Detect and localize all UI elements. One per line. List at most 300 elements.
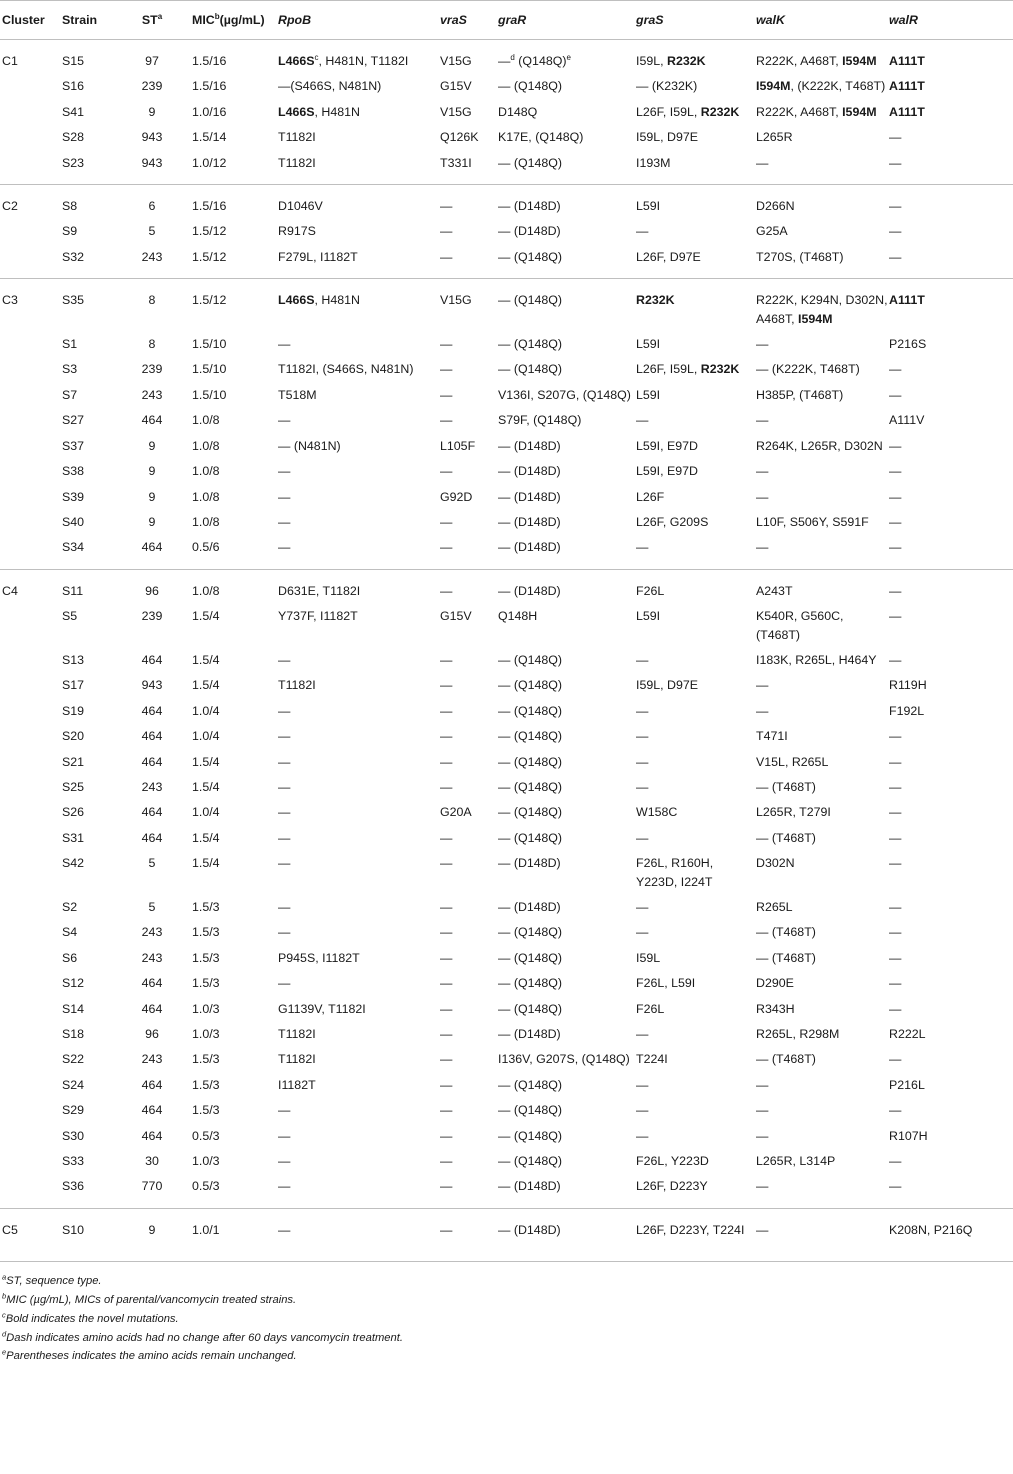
- cell-grar: — (D148D): [498, 438, 561, 453]
- cell-gras: —: [636, 900, 649, 914]
- table-row: [0, 482, 1013, 507]
- table-row: [0, 645, 1013, 670]
- cell-strain: S27: [62, 413, 85, 428]
- cell-grar: Q148H: [498, 609, 538, 624]
- cell-mic: 1.5/3: [192, 900, 220, 914]
- cell-gras: L26F: [636, 489, 665, 504]
- cell-rpob: T518M: [278, 387, 317, 402]
- cell-vras: —: [440, 976, 453, 991]
- cell-rpob: —(S466S, N481N): [278, 79, 382, 94]
- cell-walr: A111T: [889, 104, 925, 119]
- cell-mic: 1.5/14: [192, 130, 227, 145]
- cell-grar: — (D148D): [498, 540, 561, 555]
- cell-walk: —: [756, 703, 769, 718]
- cell-rpob: P945S, I1182T: [278, 950, 360, 965]
- cell-walk: — (T468T): [756, 950, 816, 965]
- cell-strain: S1: [62, 337, 78, 352]
- cell-rpob: —: [278, 1103, 291, 1118]
- cell-walk: D302N: [756, 856, 795, 871]
- cell-cluster: [0, 747, 62, 772]
- cell-walr: —: [889, 805, 902, 820]
- cell-strain: S20: [62, 729, 85, 744]
- cell-strain: S11: [62, 569, 112, 601]
- cell-strain: S40: [62, 514, 85, 529]
- cell-grar: — (Q148Q): [498, 79, 563, 94]
- cell-mic: 1.0/12: [192, 155, 227, 170]
- cell-walk: R222K, A468T, I594M: [756, 54, 877, 68]
- cell-cluster: [0, 532, 62, 569]
- cell-gras: —: [636, 1103, 649, 1118]
- cell-walr: —: [889, 609, 902, 624]
- cell-st: 464: [141, 729, 163, 744]
- cell-vras: —: [440, 249, 453, 264]
- cell-grar: —$^d$ $(Q148Q)^e$: [498, 52, 571, 68]
- cell-rpob: L466S, H481N: [278, 279, 440, 329]
- cell-grar: — (Q148Q): [498, 652, 563, 667]
- cell-walk: —: [756, 337, 769, 352]
- cell-st: 5: [148, 224, 156, 239]
- cell-gras: F26L: [636, 1001, 665, 1016]
- cell-gras: —: [636, 703, 649, 718]
- cell-cluster: [0, 71, 62, 96]
- cell-mic: 1.5/3: [192, 925, 220, 940]
- cell-st: 9: [148, 489, 156, 504]
- cell-mic: 1.0/4: [192, 729, 220, 744]
- cell-cluster: [0, 122, 62, 147]
- cell-st: 30: [145, 1154, 159, 1169]
- table-row: [0, 696, 1013, 721]
- cell-vras: —: [440, 224, 453, 239]
- cell-gras: —: [636, 224, 649, 239]
- cell-rpob: Y737F, I1182T: [278, 609, 358, 624]
- cell-walk: —: [756, 678, 769, 693]
- cell-rpob: G1139V, T1182I: [278, 1001, 366, 1016]
- table-row: [0, 797, 1013, 822]
- cell-grar: — (Q148Q): [498, 703, 563, 718]
- cell-st: 243: [141, 950, 163, 965]
- cell-mic: 1.0/8: [192, 413, 220, 428]
- table-row: [0, 1019, 1013, 1044]
- cell-vras: —: [440, 1103, 453, 1118]
- cell-strain: S6: [62, 950, 78, 965]
- cell-strain: S33: [62, 1154, 85, 1169]
- cell-walr: —: [889, 830, 902, 845]
- table-row: [0, 1121, 1013, 1146]
- cell-cluster: [0, 380, 62, 405]
- cell-strain: S9: [62, 224, 78, 239]
- cell-walr: F192L: [889, 703, 925, 718]
- cell-vras: —: [440, 1208, 498, 1251]
- cell-cluster: [0, 97, 62, 122]
- cell-walk: A243T: [756, 569, 889, 601]
- cell-vras: —: [440, 703, 453, 718]
- cell-rpob: I1182T: [278, 1077, 316, 1092]
- cell-st: 464: [141, 1001, 163, 1016]
- cell-vras: V15G: [440, 54, 472, 68]
- table-row: [0, 772, 1013, 797]
- cell-rpob: —: [278, 337, 291, 352]
- cell-strain: S15: [62, 54, 85, 68]
- cell-walk: —: [756, 155, 769, 170]
- cell-walk: L10F, S506Y, S591F: [756, 514, 869, 529]
- header-grar: graR: [498, 1, 636, 40]
- cell-walk: —: [756, 540, 769, 555]
- cell-rpob: —: [278, 754, 291, 769]
- cell-walr: —: [889, 362, 902, 377]
- cell-walr: —: [889, 514, 902, 529]
- cell-mic: 1.5/3: [192, 1052, 220, 1067]
- cell-strain: S32: [62, 249, 85, 264]
- cell-gras: I59L, D97E: [636, 678, 698, 693]
- cell-vras: —: [440, 413, 453, 428]
- cell-gras: L26F, G209S: [636, 514, 709, 529]
- cell-rpob: —: [278, 976, 291, 991]
- cell-vras: Q126K: [440, 130, 479, 145]
- cell-st: 464: [141, 830, 163, 845]
- cell-walr: R222L: [889, 1027, 926, 1042]
- cell-grar: — (Q148Q): [498, 1128, 563, 1143]
- table-footnotes: [0, 1261, 1013, 1366]
- cell-strain: S42: [62, 856, 85, 871]
- cell-vras: —: [440, 652, 453, 667]
- cell-mic: 1.0/3: [192, 1027, 220, 1042]
- cell-st: 239: [141, 79, 163, 94]
- cell-gras: I193M: [636, 155, 671, 170]
- cell-walk: V15L, R265L: [756, 754, 829, 769]
- cell-cluster: [0, 1146, 62, 1171]
- cell-st: 243: [141, 779, 163, 794]
- cell-strain: S16: [62, 79, 85, 94]
- cell-cluster: [0, 1070, 62, 1095]
- cell-strain: S34: [62, 540, 85, 555]
- cell-walk: T471I: [756, 729, 788, 744]
- cell-walk: —: [756, 1208, 889, 1251]
- table-row: [0, 1208, 1013, 1251]
- cell-grar: — (Q148Q): [498, 362, 563, 377]
- cell-strain: S7: [62, 387, 78, 402]
- cell-walk: — (T468T): [756, 830, 816, 845]
- cell-cluster: [0, 216, 62, 241]
- cell-rpob: —: [278, 729, 291, 744]
- cell-walr: P216S: [889, 337, 927, 352]
- cell-cluster: [0, 848, 62, 892]
- cell-walk: —: [756, 1077, 769, 1092]
- table-body: [0, 40, 1013, 1252]
- cell-st: 6: [112, 185, 192, 217]
- cell-walr: —: [889, 130, 902, 145]
- cell-st: 9: [148, 464, 156, 479]
- table-row: [0, 968, 1013, 993]
- header-cluster: Cluster: [0, 1, 62, 40]
- cell-st: 243: [141, 925, 163, 940]
- cell-rpob: — (N481N): [278, 438, 341, 453]
- table-row: [0, 148, 1013, 185]
- cell-grar: — (Q148Q): [498, 925, 563, 940]
- cell-mic: 1.5/4: [192, 754, 220, 769]
- table-row: [0, 1095, 1013, 1120]
- cell-cluster: [0, 482, 62, 507]
- cell-vras: —: [440, 925, 453, 940]
- cell-grar: — (Q148Q): [498, 830, 563, 845]
- cell-walr: —: [889, 925, 902, 940]
- cell-walr: —: [889, 729, 902, 744]
- cell-strain: S38: [62, 464, 85, 479]
- cell-cluster: [0, 1019, 62, 1044]
- table-row: [0, 721, 1013, 746]
- cell-walr: A111T: [889, 279, 1013, 329]
- cell-cluster: C3: [0, 279, 62, 329]
- cell-grar: — (D148D): [498, 1027, 561, 1042]
- table-row: [0, 917, 1013, 942]
- cell-st: 96: [145, 1027, 159, 1042]
- cell-gras: L59I: [636, 337, 661, 352]
- cell-walk: —: [756, 464, 769, 479]
- cell-grar: I136V, G207S, (Q148Q): [498, 1052, 630, 1067]
- cell-mic: 1.5/4: [192, 830, 220, 845]
- cell-strain: S39: [62, 489, 85, 504]
- cell-st: 243: [141, 249, 163, 264]
- cell-grar: — (Q148Q): [498, 976, 563, 991]
- cell-mic: 1.0/8: [192, 569, 278, 601]
- cell-grar: — (D148D): [498, 224, 561, 239]
- cell-vras: —: [440, 1001, 453, 1016]
- cell-strain: S4: [62, 925, 78, 940]
- cell-walk: — (T468T): [756, 779, 816, 794]
- cell-vras: —: [440, 569, 498, 601]
- cell-gras: L59I: [636, 609, 661, 624]
- cell-strain: S10: [62, 1208, 112, 1251]
- table-row: [0, 532, 1013, 569]
- cell-rpob: —: [278, 464, 291, 479]
- cell-strain: S37: [62, 438, 85, 453]
- table-row: [0, 569, 1013, 601]
- cell-walr: A111T: [889, 79, 925, 94]
- cell-vras: —: [440, 678, 453, 693]
- cell-walk: H385P, (T468T): [756, 387, 844, 402]
- cell-walr: A111T: [889, 54, 925, 68]
- cell-rpob: D631E, T1182I: [278, 569, 440, 601]
- cell-vras: G15V: [440, 79, 472, 94]
- table-row: [0, 892, 1013, 917]
- cell-strain: S36: [62, 1179, 85, 1194]
- cell-cluster: [0, 823, 62, 848]
- cell-cluster: [0, 601, 62, 645]
- cell-rpob: —: [278, 856, 291, 871]
- cell-vras: —: [440, 729, 453, 744]
- cell-gras: I59L, R232K: [636, 54, 706, 68]
- cell-grar: — (D148D): [498, 185, 636, 217]
- cell-gras: —: [636, 1027, 649, 1042]
- cell-gras: —: [636, 754, 649, 769]
- table-row: [0, 329, 1013, 354]
- cell-vras: —: [440, 540, 453, 555]
- cell-rpob: L466S, H481N: [278, 104, 360, 119]
- cell-grar: — (Q148Q): [498, 678, 563, 693]
- cell-mic: 1.0/8: [192, 489, 220, 504]
- cell-mic: 0.5/3: [192, 1128, 220, 1143]
- cell-walk: —: [756, 489, 769, 504]
- cell-walr: —: [889, 249, 902, 264]
- cell-mic: 1.5/4: [192, 652, 220, 667]
- cell-st: 239: [141, 362, 163, 377]
- cell-vras: —: [440, 779, 453, 794]
- cell-walr: —: [889, 779, 902, 794]
- cell-vras: V15G: [440, 104, 472, 119]
- cell-gras: —: [636, 1077, 649, 1092]
- cell-walk: R222K, A468T, I594M: [756, 104, 877, 119]
- cell-st: 5: [148, 856, 156, 871]
- cell-walr: —: [889, 976, 902, 991]
- cell-walr: —: [889, 1001, 902, 1016]
- cell-rpob: —: [278, 779, 291, 794]
- cell-mic: 1.5/10: [192, 337, 227, 352]
- cell-gras: —: [636, 652, 649, 667]
- cell-rpob: —: [278, 703, 291, 718]
- table-row: [0, 507, 1013, 532]
- cell-walr: —: [889, 489, 902, 504]
- cell-strain: S19: [62, 703, 85, 718]
- cell-walk: I183K, R265L, H464Y: [756, 652, 877, 667]
- cell-vras: —: [440, 1077, 453, 1092]
- cell-vras: L105F: [440, 438, 476, 453]
- cell-gras: —: [636, 1128, 649, 1143]
- cell-grar: D148Q: [498, 104, 538, 119]
- cell-grar: — (Q148Q): [498, 754, 563, 769]
- footnote: $^b$MIC (µg/mL), MICs of parental/vancomycin treated strains.: [2, 1291, 297, 1307]
- cell-cluster: [0, 892, 62, 917]
- cell-mic: 1.0/16: [192, 104, 227, 119]
- cell-strain: S30: [62, 1128, 85, 1143]
- cell-mic: 1.0/1: [192, 1208, 278, 1251]
- cell-vras: —: [440, 754, 453, 769]
- cell-gras: —: [636, 540, 649, 555]
- cell-grar: — (Q148Q): [498, 779, 563, 794]
- cell-strain: S8: [62, 185, 112, 217]
- cell-grar: — (Q148Q): [498, 1077, 563, 1092]
- cell-st: 464: [141, 540, 163, 555]
- cell-grar: — (Q148Q): [498, 337, 563, 352]
- cell-mic: 1.5/16: [192, 79, 227, 94]
- cell-walk: I594M, (K222K, T468T): [756, 79, 886, 94]
- cell-gras: L59I: [636, 387, 661, 402]
- cell-st: 8: [112, 279, 192, 329]
- cell-st: 943: [141, 130, 163, 145]
- table-row: [0, 405, 1013, 430]
- cell-gras: L26F, D223Y, T224I: [636, 1208, 756, 1251]
- cell-rpob: T1182I: [278, 155, 316, 170]
- cell-cluster: [0, 772, 62, 797]
- cell-rpob: T1182I: [278, 1052, 316, 1067]
- cell-mic: 1.5/3: [192, 950, 220, 965]
- cell-rpob: T1182I: [278, 678, 316, 693]
- cell-grar: — (Q148Q): [498, 1154, 563, 1169]
- cell-gras: L59I: [636, 185, 756, 217]
- cell-grar: — (D148D): [498, 464, 561, 479]
- cell-gras: —: [636, 413, 649, 428]
- cell-st: 464: [141, 413, 163, 428]
- cell-walr: K208N, P216Q: [889, 1208, 1013, 1251]
- cell-walk: R343H: [756, 1001, 795, 1016]
- table-row: [0, 354, 1013, 379]
- cell-rpob: —: [278, 489, 291, 504]
- cell-gras: — (K232K): [636, 79, 698, 94]
- cell-walr: —: [889, 438, 902, 453]
- cell-walk: —: [756, 1179, 769, 1194]
- cell-walr: A111V: [889, 413, 925, 428]
- cell-st: 243: [141, 387, 163, 402]
- cell-grar: — (D148D): [498, 856, 561, 871]
- cell-cluster: [0, 1121, 62, 1146]
- table-row: [0, 943, 1013, 968]
- cell-mic: 1.0/4: [192, 703, 220, 718]
- cell-grar: V136I, S207G, (Q148Q): [498, 387, 631, 402]
- cell-strain: S18: [62, 1027, 85, 1042]
- cell-gras: W158C: [636, 805, 678, 820]
- cell-walk: R264K, L265R, D302N: [756, 438, 883, 453]
- cell-st: 464: [141, 1103, 163, 1118]
- cell-grar: — (Q148Q): [498, 279, 636, 329]
- cell-cluster: [0, 329, 62, 354]
- cell-rpob: —: [278, 1154, 291, 1169]
- table-row: [0, 242, 1013, 279]
- cell-vras: —: [440, 514, 453, 529]
- cell-strain: S29: [62, 1103, 85, 1118]
- cell-walk: —: [756, 1103, 769, 1118]
- cell-strain: S23: [62, 155, 85, 170]
- cell-cluster: [0, 968, 62, 993]
- cell-cluster: [0, 405, 62, 430]
- cell-walr: —: [889, 1052, 902, 1067]
- header-st: $ST^a$: [112, 1, 192, 40]
- cell-strain: S26: [62, 805, 85, 820]
- table-row: [0, 431, 1013, 456]
- cell-st: 239: [141, 609, 163, 624]
- cell-gras: L26F, I59L, R232K: [636, 362, 740, 377]
- cell-walr: —: [889, 950, 902, 965]
- cell-rpob: T1182I: [278, 130, 316, 145]
- cell-strain: S17: [62, 678, 85, 693]
- cell-walk: — (T468T): [756, 1052, 816, 1067]
- cell-rpob: F279L, I1182T: [278, 249, 358, 264]
- table-row: [0, 823, 1013, 848]
- cell-rpob: R917S: [278, 224, 316, 239]
- cell-mic: 1.0/3: [192, 1154, 220, 1169]
- cell-grar: — (D148D): [498, 1179, 561, 1194]
- cell-strain: S24: [62, 1077, 85, 1092]
- cell-rpob: —: [278, 652, 291, 667]
- cell-mic: 1.5/4: [192, 779, 220, 794]
- cell-rpob: —: [278, 413, 291, 428]
- cell-vras: G20A: [440, 805, 472, 820]
- cell-walk: L265R, L314P: [756, 1154, 836, 1169]
- cell-walk: L265R, T279I: [756, 805, 831, 820]
- cell-st: 9: [112, 1208, 192, 1251]
- header-rpob: RpoB: [278, 1, 440, 40]
- cell-strain: S2: [62, 900, 78, 914]
- cell-walr: —: [889, 224, 902, 239]
- table-row: [0, 122, 1013, 147]
- cell-cluster: [0, 507, 62, 532]
- table-row: [0, 1146, 1013, 1171]
- cell-grar: S79F, (Q148Q): [498, 413, 582, 428]
- cell-walr: —: [889, 155, 902, 170]
- cell-mic: 1.0/8: [192, 514, 220, 529]
- cell-mic: 0.5/3: [192, 1179, 220, 1194]
- cell-gras: L26F, D223Y: [636, 1179, 708, 1194]
- cell-walr: —: [889, 185, 1013, 217]
- cell-walk: G25A: [756, 224, 788, 239]
- cell-walr: —: [889, 856, 902, 871]
